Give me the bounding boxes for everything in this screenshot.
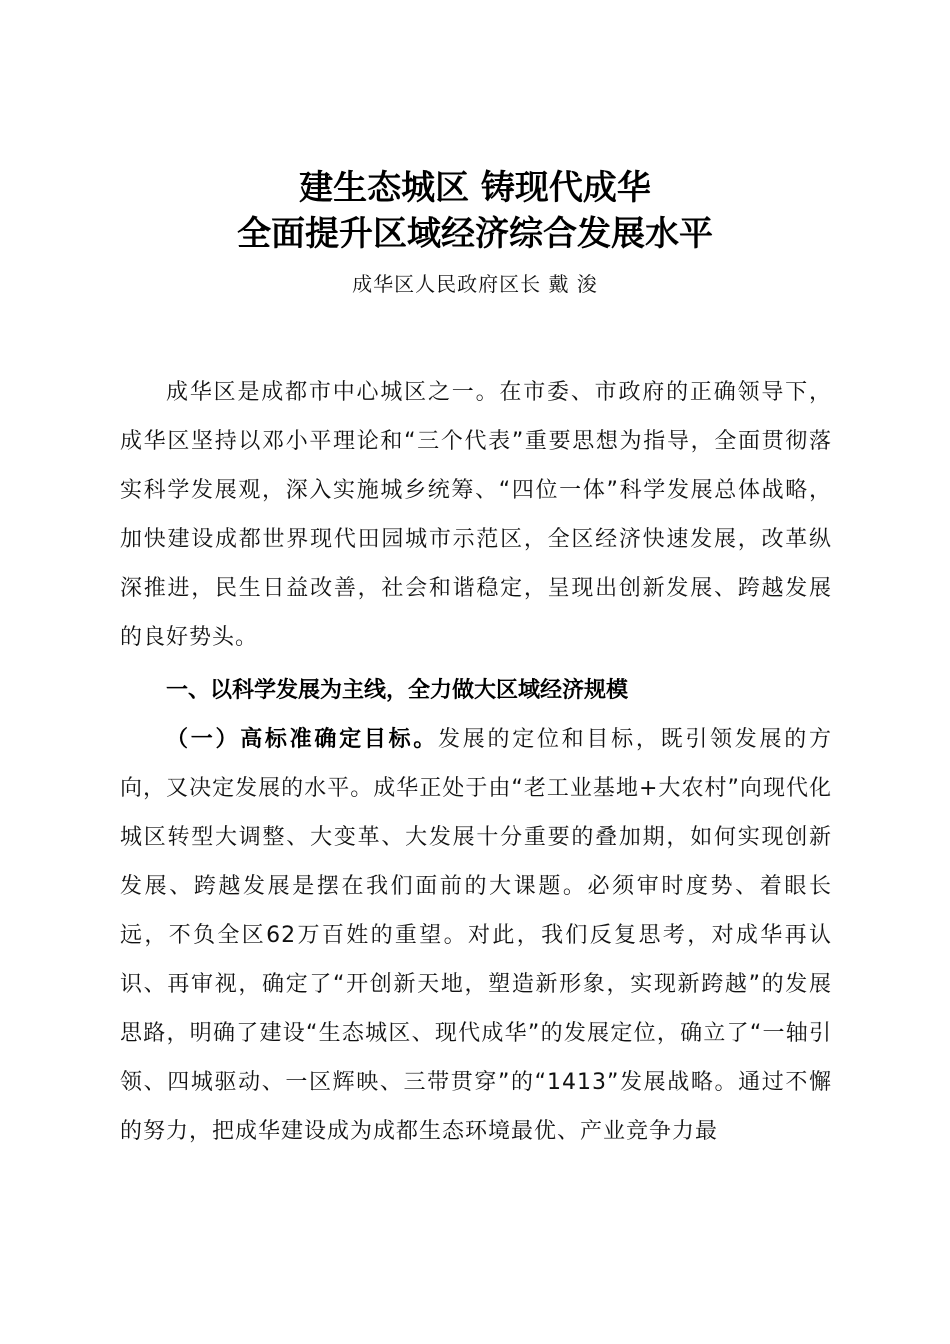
author-byline: 成华区人民政府区长 戴 浚	[352, 272, 598, 296]
document-title-line-1: 建生态城区 铸现代成华	[299, 168, 651, 208]
subsection-paragraph-1	[120, 715, 832, 1156]
subsection-text-1: 发展的定位和目标，既引领发展的方向，又决定发展的水平。成华正处于由“老工业基地+大农村”向现代化城区转型大调整、大变革、大发展十分重要的叠加期，如何实现创新发展、跨越发展是摆在我们面前的大课题。必须审时度势、着眼长远，不负全区62万百姓的重望。对此，我们反复思考，对成华再认识、再审视，确定了“开创新天地，塑造新形象，实现新跨越”的发展思路，明确了建设“生态城区、现代成华”的发展定位，确立了“一轴引领、四城驱动、一区辉映、三带贯穿”的“1413”发展战略。通过不懈的努力，把成华建设成为成都生态环境最优、产业竞争力最	[120, 727, 832, 1144]
intro-paragraph: 成华区是成都市中心城区之一。在市委、市政府的正确领导下，成华区坚持以邓小平理论和“三个代表”重要思想为指导，全面贯彻落实科学发展观，深入实施城乡统筹、“四位一体”科学发展总体战略，加快建设成都世界现代田园城市示范区，全区经济快速发展，改革纵深推进，民生日益改善，社会和谐稳定，呈现出创新发展、跨越发展的良好势头。	[120, 380, 832, 650]
document-title-line-2: 全面提升区域经济综合发展水平	[237, 214, 713, 254]
subsection-label-1: （一）高标准确定目标。	[166, 727, 439, 752]
section-heading-1: 一、以科学发展为主线，全力做大区域经济规模	[166, 678, 629, 703]
